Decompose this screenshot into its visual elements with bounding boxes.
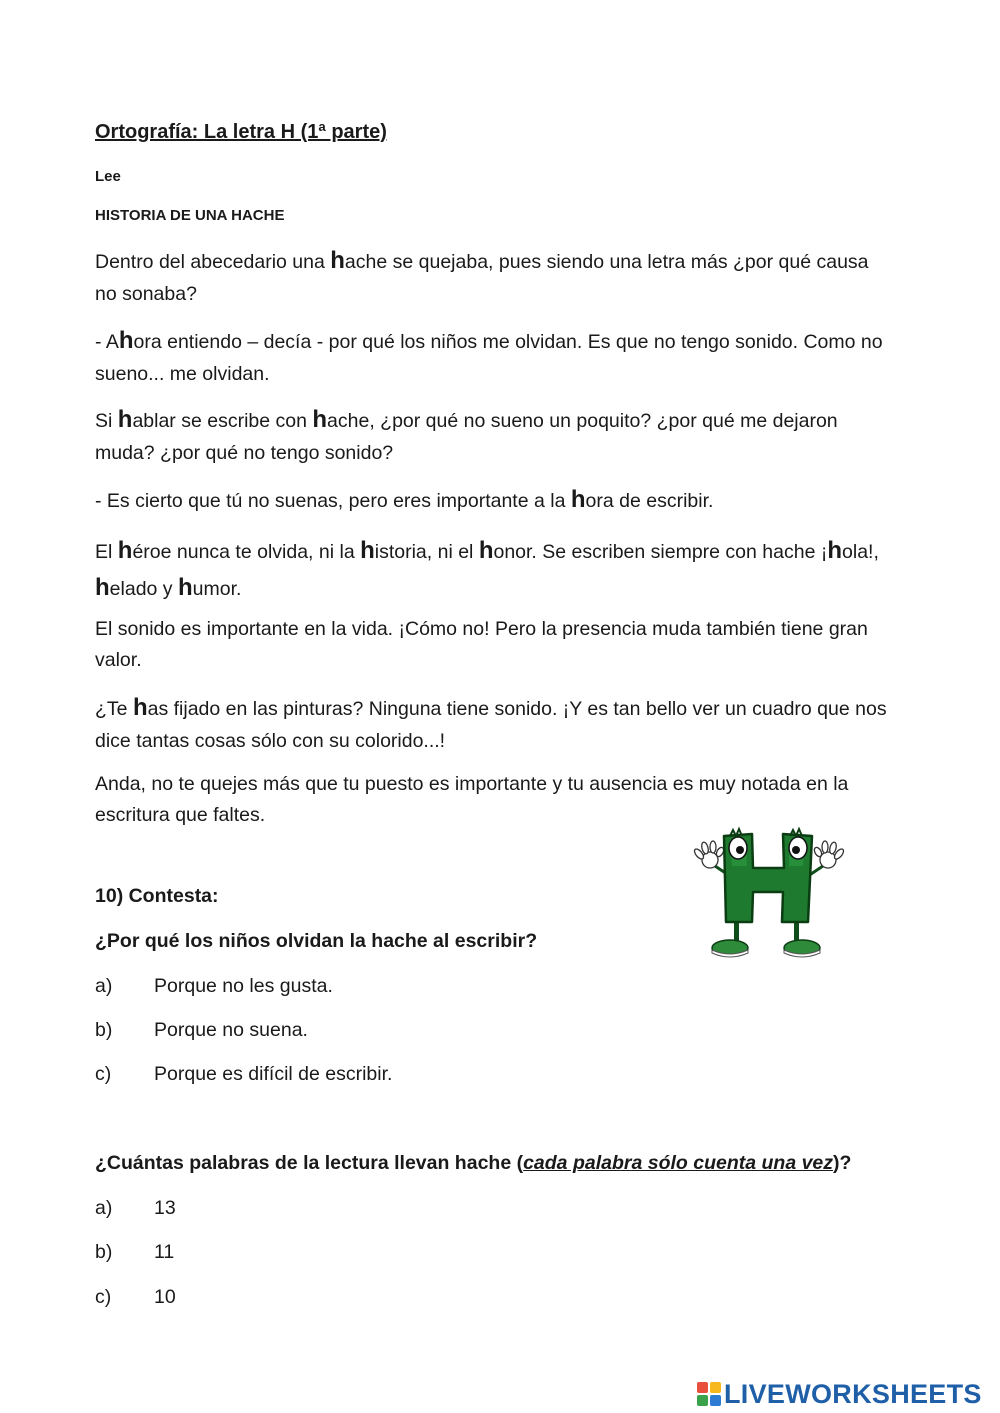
- question-1-option-c[interactable]: c) Porque es difícil de escribir.: [95, 1063, 393, 1085]
- question-2: ¿Cuántas palabras de la lectura llevan hache (cada palabra sólo cuenta una vez)?: [95, 1152, 852, 1174]
- letter-h-mascot-icon: [690, 826, 850, 966]
- story-paragraph-3: Si hablar se escribe con hache, ¿por qué no sueno un poquito? ¿por qué me dejaron muda? ¿por qué no tengo sonido?: [95, 406, 838, 464]
- page-title: Ortografía: La letra H (1ª parte): [95, 121, 387, 143]
- story-paragraph-2: - Ahora entiendo – decía - por qué los niños me olvidan. Es que no tengo sonido. Como no sueno... me olvidan.: [95, 327, 883, 385]
- question-1: ¿Por qué los niños olvidan la hache al escribir?: [95, 930, 538, 952]
- question-1-option-b[interactable]: b) Porque no suena.: [95, 1019, 308, 1041]
- liveworksheets-logo: [697, 1376, 982, 1412]
- question-2-option-c[interactable]: c) 10: [95, 1286, 176, 1308]
- story-title: HISTORIA DE UNA HACHE: [95, 207, 285, 224]
- question-2-option-b[interactable]: b) 11: [95, 1241, 175, 1263]
- story-paragraph-4: - Es cierto que tú no suenas, pero eres importante a la hora de escribir.: [95, 486, 714, 513]
- story-paragraph-5: El héroe nunca te olvida, ni la historia, ni el honor. Se escriben siempre con hache ¡hola!, helado y humor.: [95, 537, 879, 601]
- liveworksheets-logo-icon: [697, 1382, 721, 1406]
- question-1-option-a[interactable]: a) Porque no les gusta.: [95, 975, 333, 997]
- story-paragraph-8: Anda, no te quejes más que tu puesto es importante y tu ausencia es muy notada en la escritura que faltes.: [95, 773, 849, 826]
- liveworksheets-logo-text: LIVEWORKSHEETS: [724, 1378, 982, 1409]
- instruction-label: Lee: [95, 168, 121, 185]
- exercise-heading: 10) Contesta:: [95, 885, 219, 907]
- question-2-option-a[interactable]: a) 13: [95, 1197, 176, 1219]
- story-paragraph-6: El sonido es importante en la vida. ¡Cómo no! Pero la presencia muda también tiene gran valor.: [95, 618, 868, 671]
- story-paragraph-7: ¿Te has fijado en las pinturas? Ninguna tiene sonido. ¡Y es tan bello ver un cuadro que nos dice tantas cosas sólo con su colorido...!: [95, 694, 887, 752]
- story-paragraph-1: Dentro del abecedario una hache se quejaba, pues siendo una letra más ¿por qué causa no sonaba?: [95, 247, 869, 305]
